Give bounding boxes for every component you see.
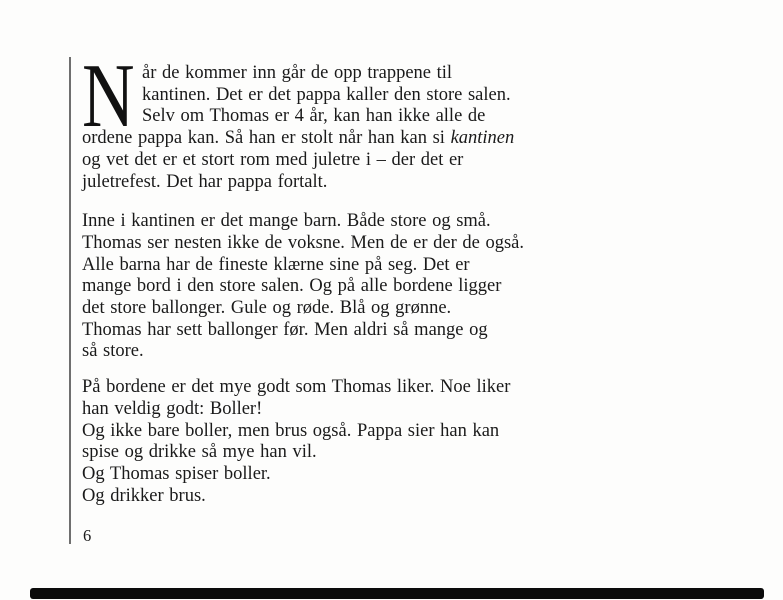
text-line: Og Thomas spiser boller. [82, 463, 271, 484]
scan-edge-artifact [30, 588, 764, 599]
dropcap-letter: N [82, 45, 135, 146]
text-line: så store. [82, 341, 144, 362]
text-line: Thomas ser nesten ikke de voksne. Men de er der de også. [82, 232, 525, 253]
paragraph-2 [82, 211, 602, 363]
paragraph-3 [82, 377, 602, 507]
text-run: ordene pappa kan. Så han er stolt når han kan si [82, 128, 451, 149]
text-line: Alle barna har de fineste klærne sine på seg. Det er [82, 254, 470, 275]
text-line: Thomas har sett ballonger før. Men aldri så mange og [82, 319, 488, 340]
text-line: han veldig godt: Boller! [82, 398, 263, 419]
paragraph-1 [82, 45, 602, 193]
text-line: mange bord i den store salen. Og på alle bordene ligger [82, 276, 502, 297]
text-line: det store ballonger. Gule og røde. Blå og grønne. [82, 298, 452, 319]
text-line: Inne i kantinen er det mange barn. Både store og små. [82, 211, 491, 232]
text-line: kantinen. Det er det pappa kaller den store salen. [142, 84, 511, 105]
text-line: På bordene er det mye godt som Thomas liker. Noe liker [82, 377, 511, 398]
margin-rule [69, 57, 71, 544]
text-line: spise og drikke så mye han vil. [82, 442, 317, 463]
text-line: Og ikke bare boller, men brus også. Pappa sier han kan [82, 420, 500, 441]
text-line: juletrefest. Det har pappa fortalt. [82, 171, 328, 192]
text-line: år de kommer inn går de opp trappene til [142, 63, 453, 83]
page-number: 6 [83, 526, 92, 545]
text-line: Selv om Thomas er 4 år, kan han ikke alle de [142, 106, 486, 127]
italic-word: kantinen [450, 128, 515, 149]
page-content [82, 45, 602, 507]
text-line: Og drikker brus. [82, 485, 206, 506]
text-line: og vet det er et stort rom med juletre i – der det er [82, 149, 464, 170]
text-line [82, 128, 602, 150]
